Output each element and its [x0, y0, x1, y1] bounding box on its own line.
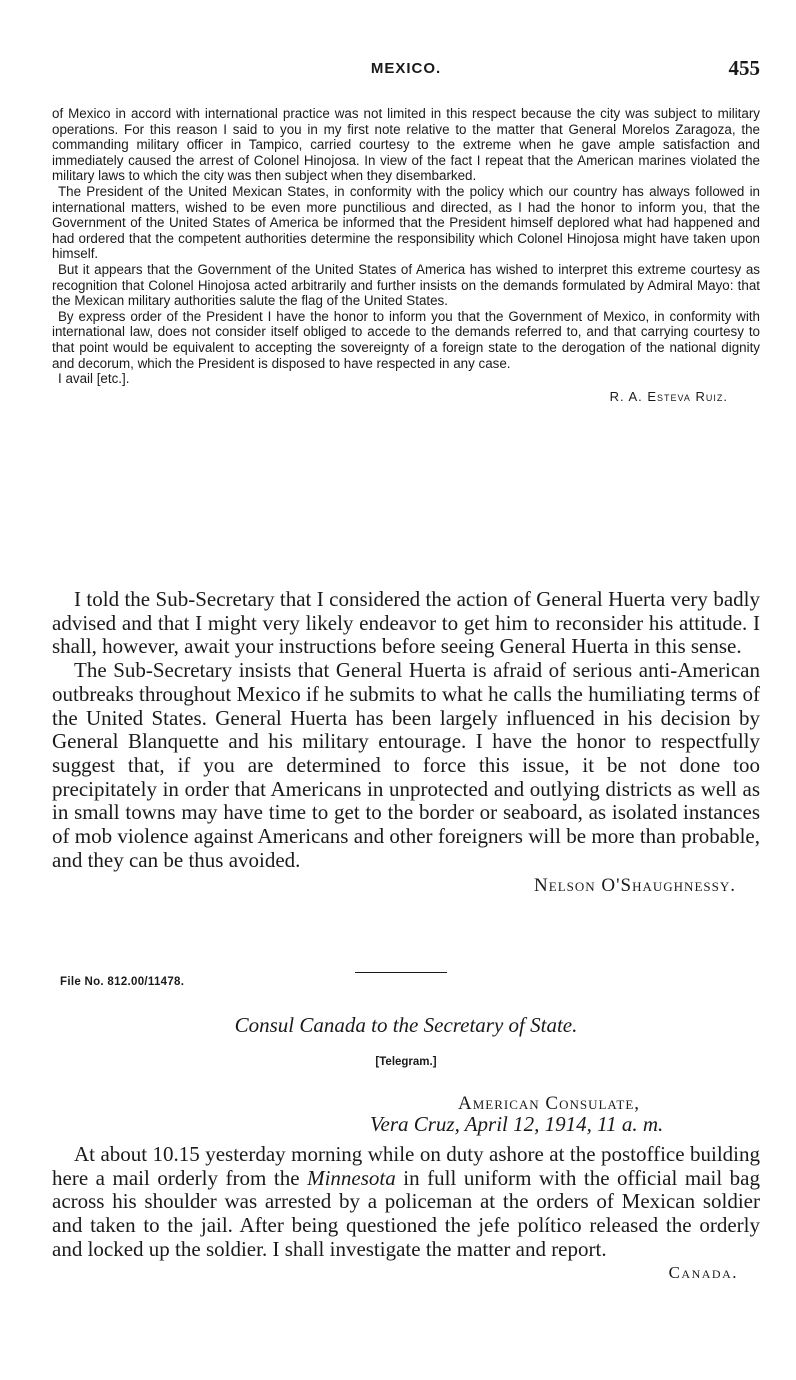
- quote-paragraph-2: The President of the United Mexican States, in conformity with the policy which our country has always followed in international matters, wished to be even more punctilious and directed, as I had the honor to inform you, that the Government of the United States of America be informed that the President himself deplored what had happened and had ordered that the competent authorities determine the responsibility which Colonel Hinojosa might have taken upon himself.: [52, 183, 760, 262]
- running-title: MEXICO.: [370, 60, 442, 77]
- telegram-paragraph: [52, 1143, 760, 1262]
- quoted-note: [52, 106, 760, 404]
- letter-paragraph-1: I told the Sub-Secretary that I considered the action of General Huerta very badly advised and that I might very likely endeavor to get him to reconsider his attitude. I shall, however, await your instructions before seeing General Huerta in this sense.: [52, 587, 760, 659]
- dateline-place: American Consulate,: [458, 1093, 641, 1114]
- quote-signer: R. A. Esteva Ruiz.: [609, 388, 728, 404]
- letter-paragraph-2: The Sub-Secretary insists that General Huerta is afraid of serious anti-American outbreaks throughout Mexico if he submits to what he calls the humiliating terms of the United States. General Huerta has been largely influenced in his decision by General Blanquette and his military entourage. I have the honor to respectfully suggest that, if you are determined to force this issue, it be not done too precipitately in order that Americans in unprotected and outlying districts as well as in small towns may have time to get to the border or seaboard, as isolated instances of mob violence against Americans and other foreigners will be more than probable, and they can be thus avoided.: [52, 658, 760, 872]
- telegram-text-before: At about 10.15 yesterday morning while on duty ashore at the postoffice building here a mail orderly from the: [52, 1142, 760, 1190]
- quote-paragraph-4: By express order of the President I have the honor to inform you that the Government of Mexico, in conformity with international law, does not consider itself obliged to accede to the demands referred to, and that carrying courtesy to that point would be equivalent to accepting the sovereignty of a foreign state to the derogation of the national dignity and decorum, which the President is disposed to have respected in any case.: [52, 308, 760, 371]
- running-head: [52, 56, 760, 82]
- file-number: File No. 812.00/11478.: [60, 976, 185, 988]
- quote-paragraph-3: But it appears that the Government of the United States of America has wished to interpret this extreme courtesy as recognition that Colonel Hinojosa acted arbitrarily and further insists on the demands formulated by Admiral Mayo: that the Mexican military authorities salute the flag of the United States.: [52, 261, 760, 309]
- letter-signer: Nelson O'Shaughnessy.: [534, 875, 736, 897]
- page-number: 455: [728, 56, 760, 80]
- telegram-text-after: in full uniform with the official mail bag across his shoulder was arrested by a policeman at the orders of Mexican soldier and taken to the jail. After being questioned the jefe político released the orderly and locked up the soldier. I shall investigate the matter and report.: [52, 1165, 760, 1261]
- document-heading: Consul Canada to the Secretary of State.: [234, 1013, 578, 1037]
- section-divider: [355, 972, 447, 973]
- ship-name: Minnesota: [307, 1165, 396, 1190]
- quote-closing: I avail [etc.].: [58, 371, 130, 387]
- dateline-date: Vera Cruz, April 12, 1914, 11 a. m.: [370, 1112, 664, 1136]
- letter-body: [52, 588, 760, 898]
- telegram-body: [52, 1143, 760, 1284]
- quote-paragraph-1: of Mexico in accord with international practice was not limited in this respect because the city was subject to military operations. For this reason I said to you in my first note relative to the matter that General Morelos Zaragoza, the commanding military officer in Tampico, carried courtesy to the extreme when he gave ample satisfaction and immediately caused the arrest of Colonel Hinojosa. In view of the fact I repeat that the American marines violated the military laws to which the city was then subject when they disembarked.: [52, 106, 760, 184]
- document-type: [Telegram.]: [375, 1056, 437, 1068]
- telegram-signer: Canada.: [668, 1262, 738, 1282]
